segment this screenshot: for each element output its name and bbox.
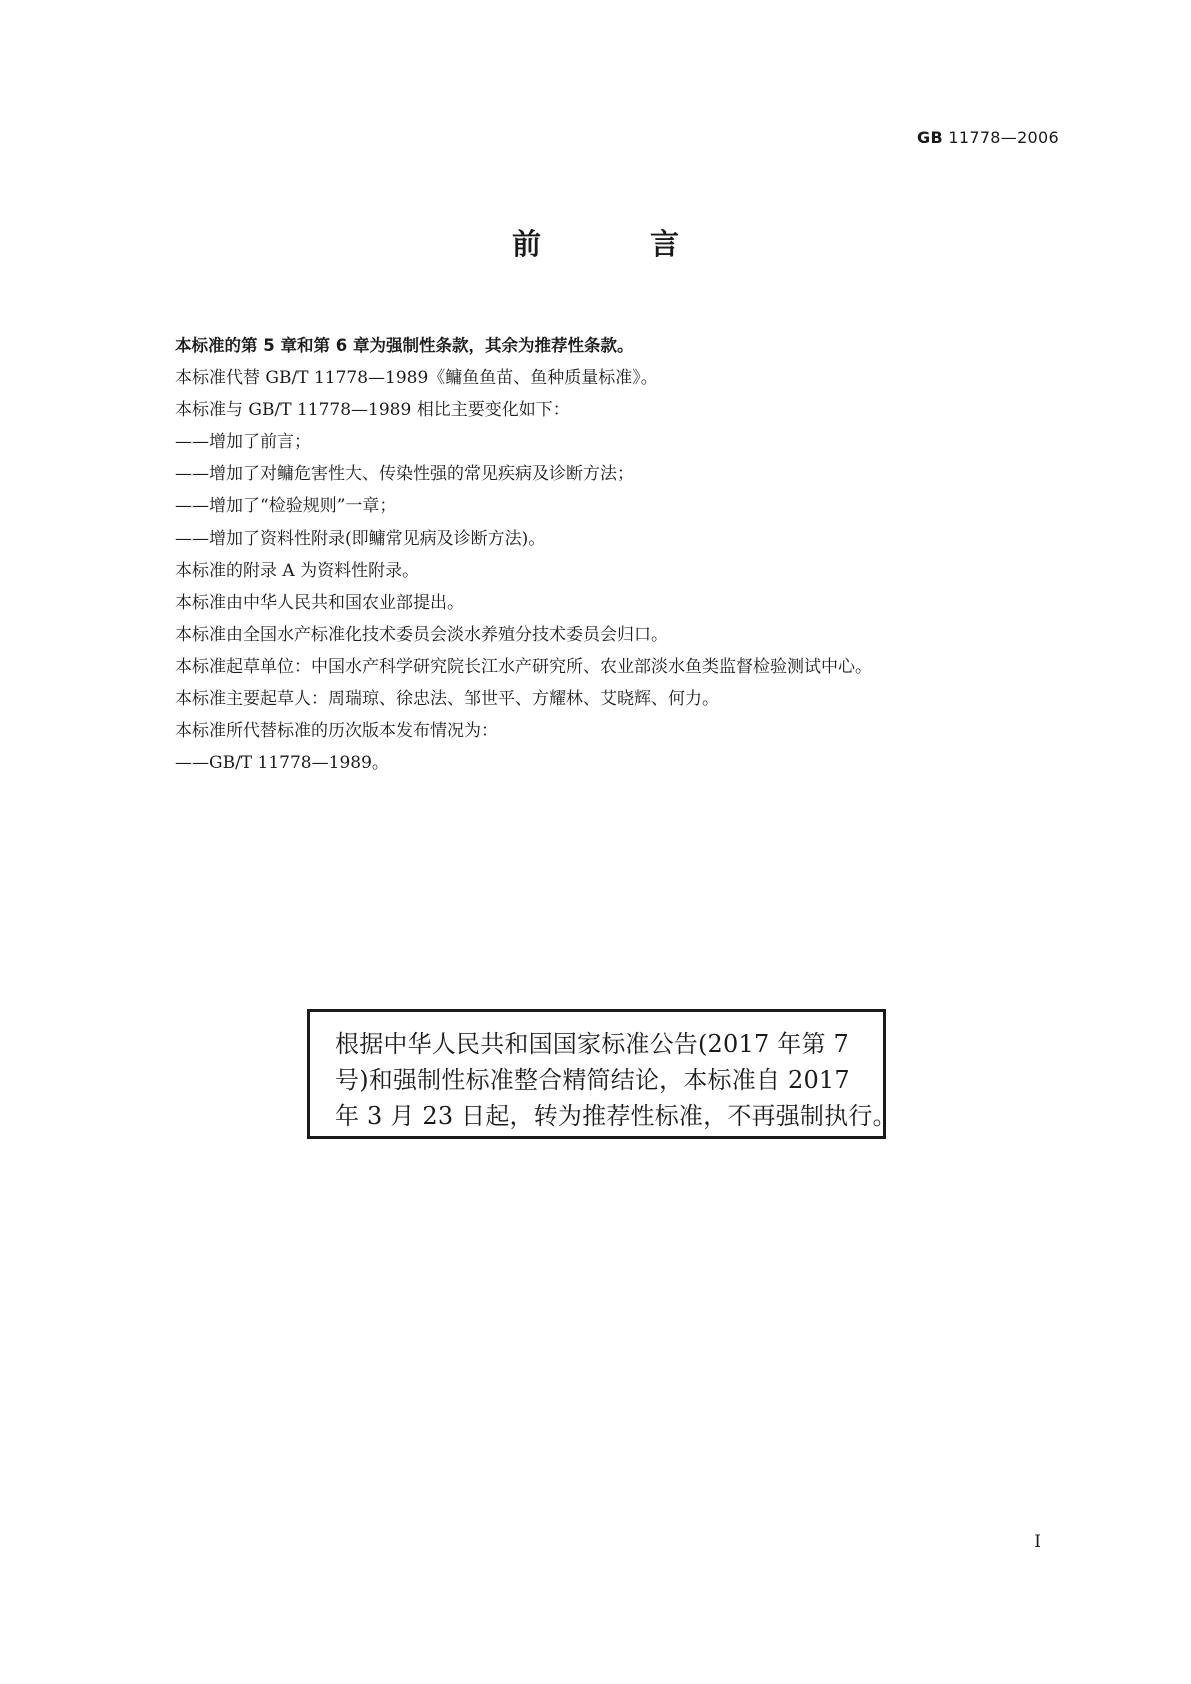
paragraph: 本标准代替 GB/T 11778—1989《鳙鱼鱼苗、鱼种质量标准》。 bbox=[175, 368, 658, 389]
paragraph: ——增加了前言； bbox=[175, 432, 311, 453]
paragraph: ——GB/T 11778—1989。 bbox=[175, 753, 389, 774]
standard-code-number: 11778—2006 bbox=[948, 128, 1059, 147]
foreword-body bbox=[175, 330, 1055, 779]
paragraph: ——增加了“检验规则”一章； bbox=[175, 496, 397, 517]
paragraph: 本标准由中华人民共和国农业部提出。 bbox=[175, 592, 464, 613]
paragraph: 本标准起草单位：中国水产科学研究院长江水产研究所、农业部淡水鱼类监督检验测试中心。 bbox=[175, 656, 872, 677]
page-title: 前 言 bbox=[511, 227, 719, 261]
paragraph: 本标准主要起草人：周瑞琼、徐忠法、邹世平、方耀林、艾晓辉、何力。 bbox=[175, 689, 719, 710]
notice-line: 号)和强制性标准整合精简结论，本标准自 2017 bbox=[335, 1066, 850, 1094]
page-number: I bbox=[1034, 1532, 1041, 1552]
paragraph: 本标准由全国水产标准化技术委员会淡水养殖分技术委员会归口。 bbox=[175, 624, 668, 645]
notice-line: 年 3 月 23 日起，转为推荐性标准，不再强制执行。 bbox=[335, 1102, 897, 1130]
notice-line: 根据中华人民共和国国家标准公告(2017 年第 7 bbox=[335, 1030, 849, 1058]
standard-code bbox=[917, 128, 1059, 147]
standard-code-prefix: GB bbox=[917, 128, 943, 147]
paragraph: 本标准的第 5 章和第 6 章为强制性条款，其余为推荐性条款。 bbox=[175, 336, 634, 355]
paragraph: 本标准与 GB/T 11778—1989 相比主要变化如下： bbox=[175, 400, 570, 421]
paragraph: ——增加了资料性附录(即鳙常见病及诊断方法)。 bbox=[175, 528, 546, 549]
paragraph: ——增加了对鳙危害性大、传染性强的常见疾病及诊断方法； bbox=[175, 464, 634, 485]
paragraph: 本标准的附录 A 为资料性附录。 bbox=[175, 560, 420, 581]
notice-box bbox=[307, 1009, 897, 1139]
paragraph: 本标准所代替标准的历次版本发布情况为： bbox=[175, 721, 498, 742]
